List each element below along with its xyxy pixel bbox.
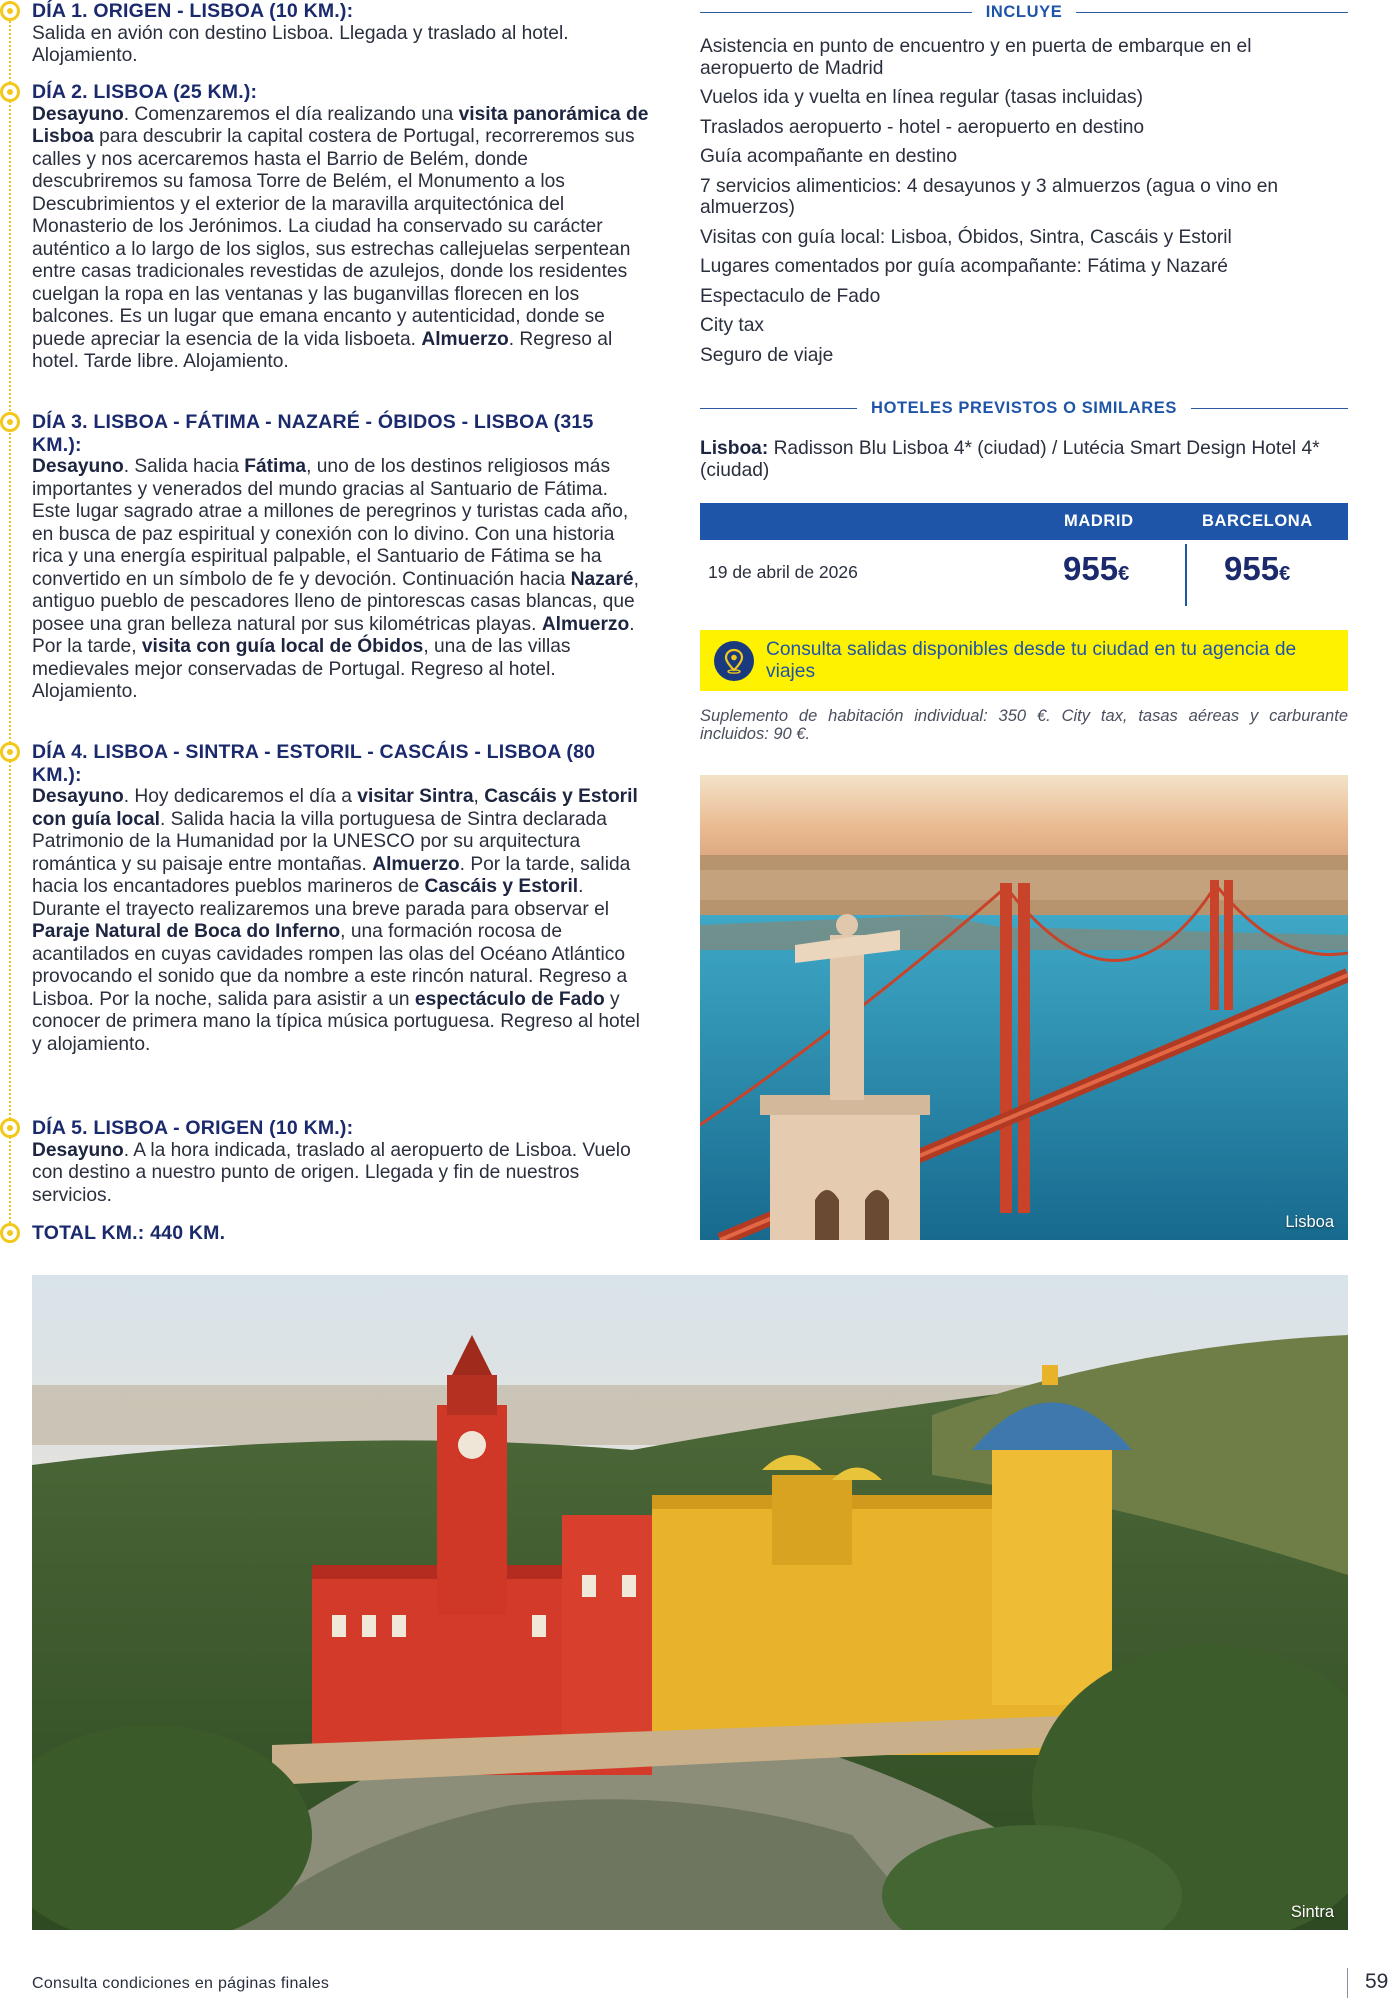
body-text: . Salida hacia xyxy=(123,456,245,477)
body-text: . A la hora indicada, traslado al aeropuerto de Lisboa. Vuelo con destino a nuestro punto de origen. Llegada y fin de nuestros servicios. xyxy=(32,1139,631,1206)
highlight-text: Nazaré xyxy=(570,568,634,590)
day-marker-icon xyxy=(0,1118,20,1138)
incluye-heading xyxy=(700,1,1348,23)
incluye-item: Guía acompañante en destino xyxy=(700,146,958,167)
suplemento-note: Suplemento de habitación individual: 350 €. City tax, tasas aéreas y carburante incluidos: 90 €. xyxy=(700,707,1348,743)
hoteles-heading-label: HOTELES PREVISTOS O SIMILARES xyxy=(871,398,1177,417)
day-1 xyxy=(0,0,650,68)
highlight-text: Desayuno xyxy=(32,103,124,125)
incluye-list xyxy=(700,36,1348,374)
body-text: , xyxy=(473,786,485,807)
price-madrid: 955€ xyxy=(1063,550,1130,587)
body-text: . Por la tarde, salida hacia los encantadores pueblos marineros de xyxy=(32,853,631,897)
day-3 xyxy=(0,411,650,704)
sintra-photo xyxy=(32,1275,1348,1930)
body-text: , una de las villas medievales mejor conservadas de Portugal. Regreso al hotel. Alojamiento. xyxy=(32,636,571,702)
page-number: 59 xyxy=(1365,1970,1389,1993)
highlight-text: visita panorámica de Lisboa xyxy=(32,103,649,147)
hotel-names: Radisson Blu Lisboa 4* (ciudad) / Lutécia Smart Design Hotel 4* (ciudad) xyxy=(700,438,1320,481)
lisboa-caption: Lisboa xyxy=(1285,1213,1334,1231)
highlight-text: Almuerzo xyxy=(421,328,509,350)
highlight-text: Cascáis y Estoril con guía local xyxy=(32,786,638,830)
highlight-text: espectáculo de Fado xyxy=(414,988,605,1010)
price-table-header xyxy=(700,503,1348,540)
hotel-city: Lisboa: xyxy=(700,438,769,459)
day-body xyxy=(32,456,650,704)
body-text: . Por la tarde, xyxy=(32,613,635,657)
footer-divider xyxy=(1347,1968,1348,1998)
day-body xyxy=(32,1140,650,1208)
day-marker-icon xyxy=(0,1223,20,1243)
location-pin-icon xyxy=(714,641,754,681)
total-km-label: TOTAL KM.: 440 KM. xyxy=(32,1222,226,1244)
incluye-item: Vuelos ida y vuelta en línea regular (tasas incluidas) xyxy=(700,87,1143,108)
body-text: . Durante el trayecto realizaremos una breve parada para observar el xyxy=(32,876,610,920)
column-madrid: MADRID xyxy=(1064,512,1134,530)
day-2 xyxy=(0,81,650,374)
day-body xyxy=(32,23,650,68)
body-text: . Salida hacia la villa portuguesa de Sintra declarada Patrimonio de la Humanidad por la UNESCO por su arquitectura romántica y su paisaje entre montañas. xyxy=(32,808,607,875)
day-body xyxy=(32,104,650,374)
consulta-text: Consulta salidas disponibles desde tu ciudad en tu agencia de viajes xyxy=(766,638,1297,682)
price-row xyxy=(700,540,1348,606)
incluye-item: Traslados aeropuerto - hotel - aeropuerto en destino xyxy=(700,116,1145,138)
body-text: para descubrir la capital costera de Portugal, recorreremos sus calles y nos acercaremos hasta el Barrio de Belém, donde descubriremos su famosa Torre de Belém, el Monumento a los Descubrimientos y el exterior de la maravilla arquitectónica del Monasterio de los Jerónimos. La ciudad ha conservado su carácter auténtico a lo largo de los siglos, sus estrechas callejuelas serpentean entre casas tradicionales revestidas de azulejos, donde los residentes cuelgan la ropa en las ventanas y las buganvillas florecen en los balcones. Es un lugar que emana encanto y autenticidad, donde se puede apreciar la esencia de la vida lisboeta. xyxy=(32,126,635,350)
body-text: , una formación rocosa de acantilados en cuyas cavidades rompen las olas del Océano Atlántico provocando el sonido que da nombre a este rincón natural. Regreso a Lisboa. Por la noche, salida para asistir a un xyxy=(32,921,628,1010)
hotel-line xyxy=(700,438,1348,481)
day-title: DÍA 4. LISBOA - SINTRA - ESTORIL - CASCÁIS - LISBOA (80 KM.): xyxy=(32,741,596,786)
hoteles-heading xyxy=(700,397,1348,419)
price-divider xyxy=(1185,544,1187,606)
highlight-text: Desayuno xyxy=(32,786,124,807)
body-text: y conocer de primera mano la típica música portuguesa. Regreso al hotel y alojamiento. xyxy=(32,988,640,1055)
day-marker-icon xyxy=(0,1,20,21)
highlight-text: Almuerzo xyxy=(372,853,460,875)
day-5 xyxy=(0,1117,650,1207)
highlight-text: visitar Sintra xyxy=(357,786,474,807)
body-text: . Hoy dedicaremos el día a xyxy=(123,786,358,807)
body-text: , antiguo pueblo de pescadores lleno de pintorescas casas blancas, que posee una gran belleza natural por sus kilométricas playas. xyxy=(32,568,639,635)
incluye-item: City tax xyxy=(700,315,764,336)
highlight-text: Paraje Natural de Boca do Inferno xyxy=(32,921,341,942)
day-4 xyxy=(0,741,650,1056)
body-text: . Regreso al hotel. Tarde libre. Alojamiento. xyxy=(32,328,613,372)
highlight-text: visita con guía local de Óbidos xyxy=(141,636,424,657)
price-barcelona: 955€ xyxy=(1224,550,1291,587)
departure-date: 19 de abril de 2026 xyxy=(708,562,858,582)
footer-note: Consulta condiciones en páginas finales xyxy=(32,1975,330,1992)
highlight-text: Desayuno xyxy=(32,456,124,477)
incluye-item: 7 servicios alimenticios: 4 desayunos y 3 almuerzos (agua o vino en almuerzos) xyxy=(700,175,1279,218)
day-title: DÍA 2. LISBOA (25 KM.): xyxy=(32,81,258,103)
day-body xyxy=(32,786,650,1056)
day-marker-icon xyxy=(0,412,20,432)
body-text: , uno de los destinos religiosos más importantes y venerados del mundo gracias al Santuario de Fátima. Este lugar sagrado atrae a millones de peregrinos y turistas cada año, en busca de paz espiritual y conexión con lo divino. Con una historia rica y una energía espiritual palpable, el Santuario de Fátima se ha convertido en un símbolo de fe y devoción. Continuación hacia xyxy=(32,456,629,590)
highlight-text: Desayuno xyxy=(32,1139,124,1161)
sintra-caption: Sintra xyxy=(1290,1903,1334,1921)
incluye-item: Asistencia en punto de encuentro y en puerta de embarque en el aeropuerto de Madrid xyxy=(700,36,1252,79)
consulta-banner xyxy=(700,630,1348,691)
day-title: DÍA 1. ORIGEN - LISBOA (10 KM.): xyxy=(32,0,354,22)
highlight-text: Almuerzo xyxy=(541,613,630,635)
column-barcelona: BARCELONA xyxy=(1202,512,1313,530)
incluye-heading-label: INCLUYE xyxy=(985,2,1063,21)
lisboa-photo xyxy=(700,775,1348,1240)
incluye-item: Lugares comentados por guía acompañante: Fátima y Nazaré xyxy=(700,256,1228,277)
body-text: . Comenzaremos el día realizando una xyxy=(123,103,459,125)
total-km xyxy=(0,1222,650,1245)
incluye-item: Seguro de viaje xyxy=(700,344,834,366)
day-title: DÍA 3. LISBOA - FÁTIMA - NAZARÉ - ÓBIDOS - LISBOA (315 KM.): xyxy=(32,411,594,456)
price-table xyxy=(700,503,1348,606)
day-title: DÍA 5. LISBOA - ORIGEN (10 KM.): xyxy=(32,1117,354,1139)
highlight-text: Fátima xyxy=(244,456,307,477)
body-text: Salida en avión con destino Lisboa. Llegada y traslado al hotel. Alojamiento. xyxy=(32,22,569,66)
incluye-item: Visitas con guía local: Lisboa, Óbidos, Sintra, Cascáis y Estoril xyxy=(700,226,1232,248)
day-marker-icon xyxy=(0,742,20,762)
highlight-text: Cascáis y Estoril xyxy=(424,876,579,897)
incluye-item: Espectaculo de Fado xyxy=(700,285,881,307)
day-marker-icon xyxy=(0,82,20,102)
